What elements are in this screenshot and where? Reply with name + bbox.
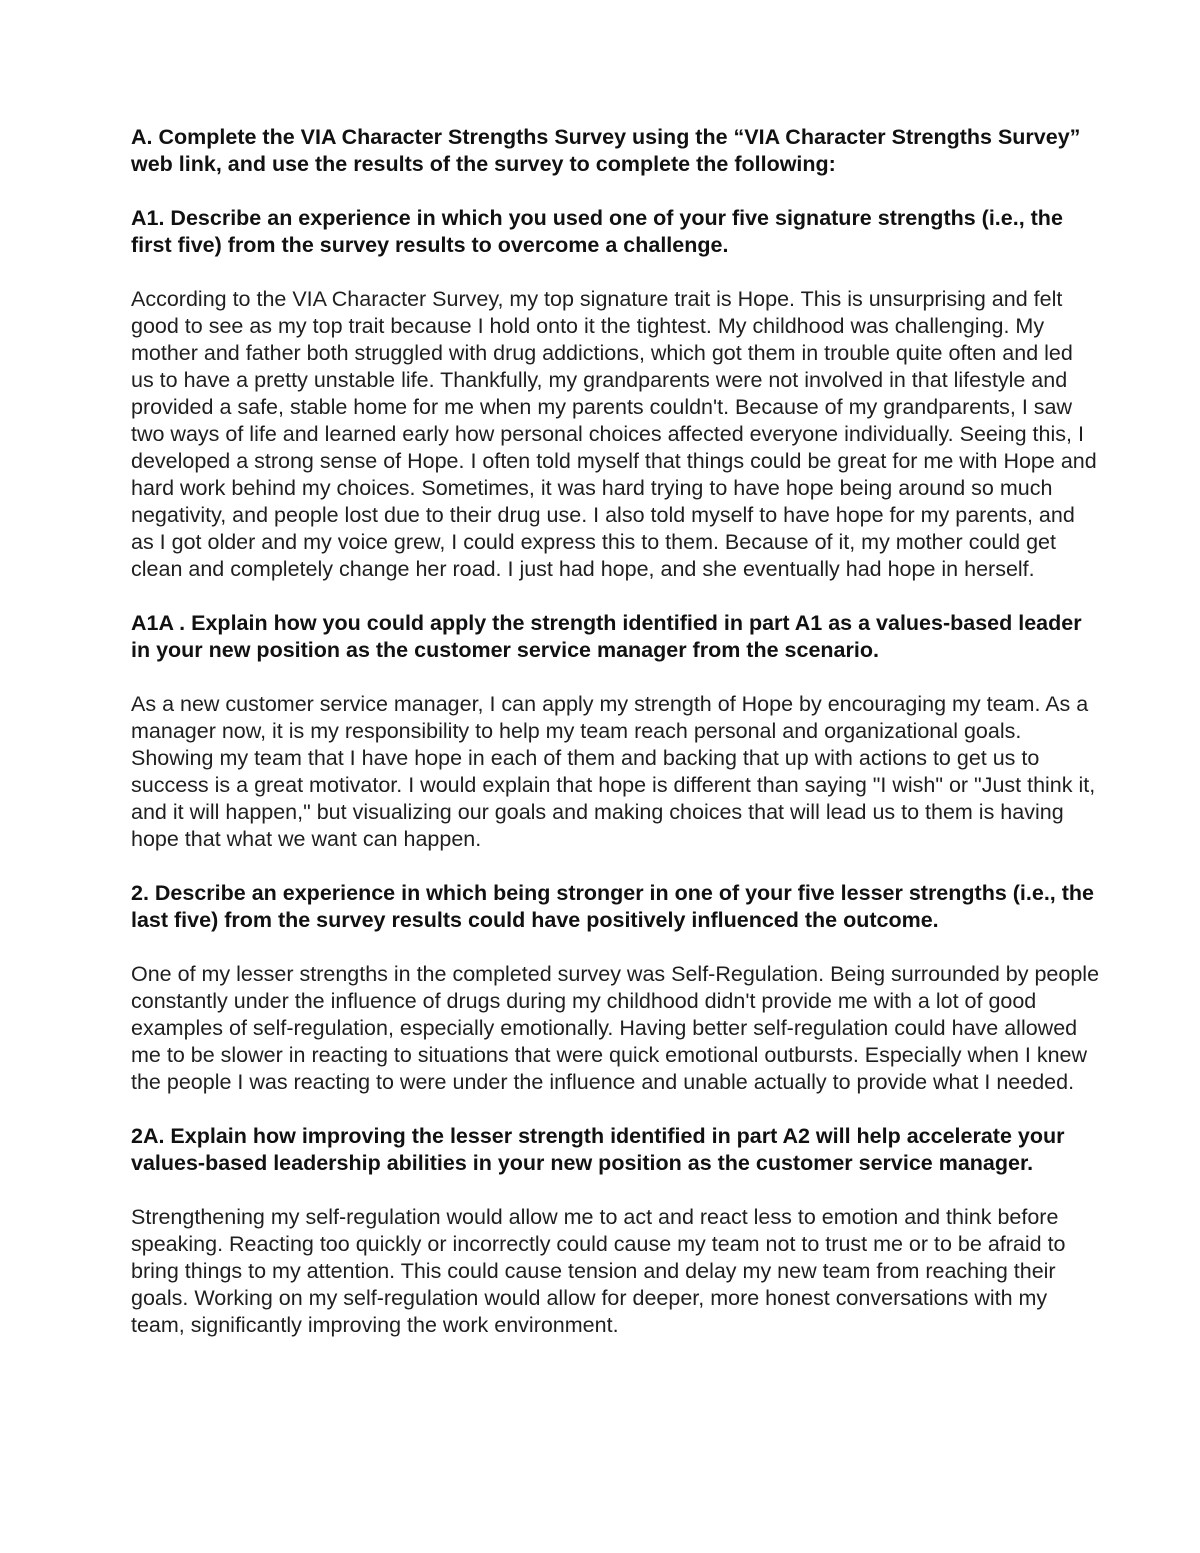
- section-a1a-heading: A1A . Explain how you could apply the strength identified in part A1 as a values-based leader in your new position as the customer service manager from the scenario.: [131, 611, 1082, 662]
- section-2a-body: Strengthening my self-regulation would allow me to act and react less to emotion and think before speaking. Reacting too quickly or incorrectly could cause my team not to trust me or to be afraid to bring things to my attention. This could cause tension and delay my new team from reaching their goals. Working on my self-regulation would allow for deeper, more honest conversations with my team, significantly improving the work environment.: [131, 1205, 1066, 1337]
- section-a1-body: According to the VIA Character Survey, my top signature trait is Hope. This is unsurprising and felt good to see as my top trait because I hold onto it the tightest. My childhood was challenging. My mother and father both struggled with drug addictions, which got them in trouble quite often and led us to have a pretty unstable life. Thankfully, my grandparents were not involved in that lifestyle and provided a safe, stable home for me when my parents couldn't. Because of my grandparents, I saw two ways of life and learned early how personal choices affected everyone individually. Seeing this, I developed a strong sense of Hope. I often told myself that things could be great for me with Hope and hard work behind my choices. Sometimes, it was hard trying to have hope being around so much negativity, and people lost due to their drug use. I also told myself to have hope for my parents, and as I got older and my voice grew, I could express this to them. Because of it, my mother could get clean and completely change her road. I just had hope, and she eventually had hope in herself.: [131, 287, 1097, 581]
- spacer: [131, 853, 1101, 880]
- spacer: [131, 1096, 1101, 1123]
- spacer: [131, 583, 1101, 610]
- spacer: [131, 934, 1101, 961]
- section-a1-heading: A1. Describe an experience in which you used one of your five signature strengths (i.e., the first five) from the survey results to overcome a challenge.: [131, 206, 1063, 257]
- spacer: [131, 259, 1101, 286]
- document-content: [131, 124, 1101, 1339]
- section-2a-heading: 2A. Explain how improving the lesser strength identified in part A2 will help accelerate your values-based leadership abilities in your new position as the customer service manager.: [131, 1124, 1065, 1175]
- spacer: [131, 178, 1101, 205]
- spacer: [131, 1177, 1101, 1204]
- spacer: [131, 664, 1101, 691]
- section-2-heading: 2. Describe an experience in which being stronger in one of your five lesser strengths (i.e., the last five) from the survey results could have positively influenced the outcome.: [131, 881, 1094, 932]
- section-2-body: One of my lesser strengths in the completed survey was Self-Regulation. Being surrounded by people constantly under the influence of drugs during my childhood didn't provide me with a lot of good examples of self-regulation, especially emotionally. Having better self-regulation could have allowed me to be slower in reacting to situations that were quick emotional outbursts. Especially when I knew the people I was reacting to were under the influence and unable actually to provide what I needed.: [131, 962, 1100, 1094]
- section-a1a-body: As a new customer service manager, I can apply my strength of Hope by encouraging my team. As a manager now, it is my responsibility to help my team reach personal and organizational goals. Showing my team that I have hope in each of them and backing that up with actions to get us to success is a great motivator. I would explain that hope is different than saying "I wish" or "Just think it, and it will happen," but visualizing our goals and making choices that will lead us to them is having hope that what we want can happen.: [131, 692, 1096, 851]
- section-a-heading: A. Complete the VIA Character Strengths Survey using the “VIA Character Strengths Survey” web link, and use the results of the survey to complete the following:: [131, 125, 1081, 176]
